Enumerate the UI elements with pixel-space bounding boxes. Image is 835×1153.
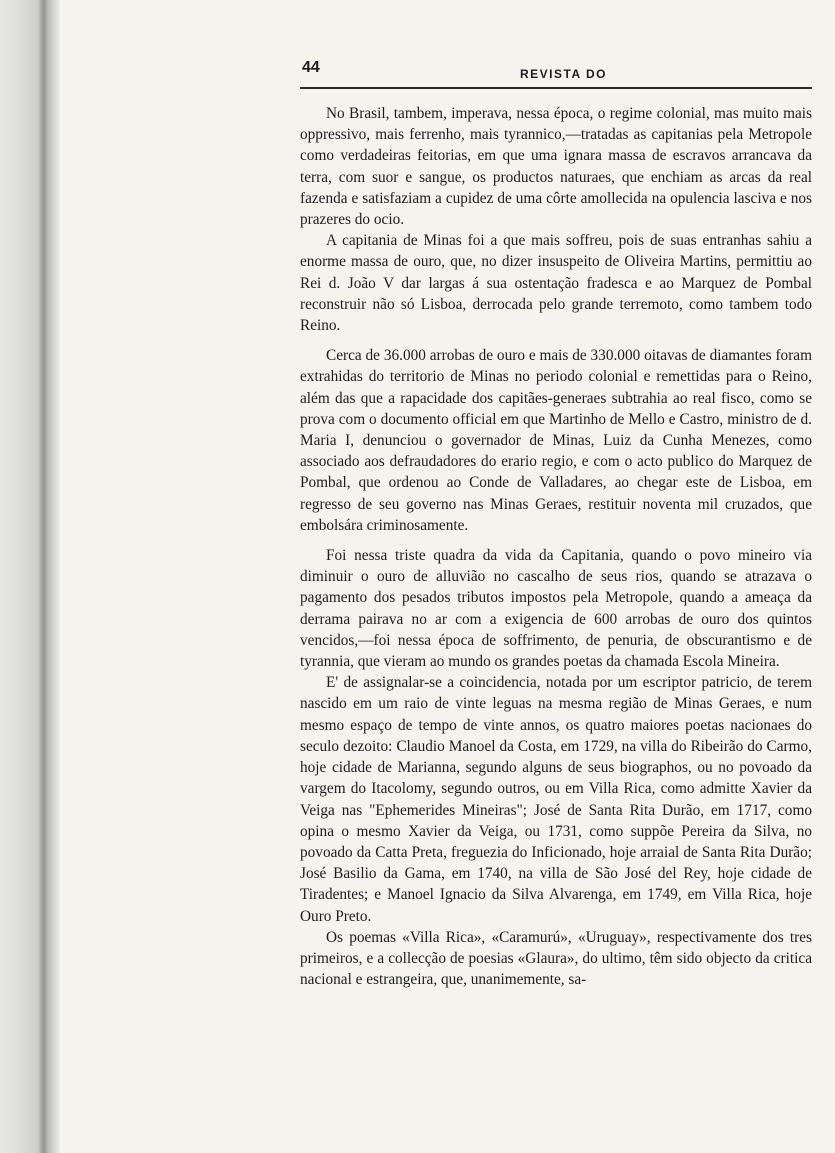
binding-shadow-line: [43, 0, 45, 1153]
paragraph: Cerca de 36.000 arrobas de ouro e mais de 330.000 oitavas de diamantes foram extrahidas do territorio de Minas no periodo colonial e remettidas para o Reino, além das que a rapacidade dos capitães-generaes subtrahia ao real fisco, como se prova com o documento official em que Martinho de Mello e Castro, ministro de d. Maria I, denunciou o governador de Minas, Luiz da Cunha Menezes, como associado aos defraudadores do erario regio, e com o acto publico do Marquez de Pombal, que ordenou ao Conde de Valladares, ao chegar este de Lisboa, em regresso de seu governo nas Minas Geraes, restituir noventa mil cruzados, que embolsára criminosamente.: [300, 347, 812, 534]
paragraph: E' de assignalar-se a coincidencia, notada por um escriptor patricio, de terem nascido em um raio de vinte leguas na mesma região de Minas Geraes, e num mesmo espaço de tempo de vinte annos, os quatro maiores poetas nacionaes do seculo dezoito: Claudio Manoel da Costa, em 1729, na villa do Ribeirão do Carmo, hoje cidade de Marianna, segundo alguns de seus biographos, ou no povoado da vargem do Itacolomy, segundo outros, ou em Villa Rica, como admitte Xavier da Veiga nas "Ephemerides Mineiras"; José de Santa Rita Durão, em 1717, como opina o mesmo Xavier da Veiga, ou 1731, como suppõe Pereira da Silva, no povoado da Catta Preta, freguezia do Inficionado, hoje arraial de Santa Rita Durão; José Basilio da Gama, em 1740, na villa de São José del Rey, hoje cidade de Tiradentes; e Manoel Ignacio da Silva Alvarenga, em 1749, em Villa Rica, hoje Ouro Preto.: [300, 674, 812, 925]
running-title: REVISTA DO: [520, 67, 608, 81]
paragraph: Os poemas «Villa Rica», «Caramurú», «Uruguay», respectivamente dos tres primeiros, e a collecção de poesias «Glaura», do ultimo, têm sido objecto da critica nacional e estrangeira, que, unanimemente, sa-: [300, 928, 812, 989]
paragraph: Foi nessa triste quadra da vida da Capitania, quando o povo mineiro via diminuir o ouro de alluvião no cascalho de seus rios, quando se atrazava o pagamento dos pesados tributos impostos pela Metropole, quando a ameaça da derrama pairava no ar com a exigencia de 600 arrobas de ouro dos quintos vencidos,—foi nessa época de soffrimento, de penuria, de obscurantismo e de tyrannia, que vieram ao mundo os grandes poetas da chamada Escola Mineira.: [300, 547, 812, 671]
document-page: [300, 55, 812, 990]
paragraph: No Brasil, tambem, imperava, nessa época, o regime colonial, mas muito mais oppressivo, mais ferrenho, mais tyrannico,—tratadas as capitanias pela Metropole como verdadeiras feitorias, em que uma ignara massa de escravos arrancava da terra, com suor e sangue, os productos naturaes, que enchiam as arcas da real fazenda e satisfaziam a cupidez de uma côrte amollecida na opulencia lasciva e nos prazeres do ocio.: [300, 105, 812, 229]
page-number: 44: [302, 59, 320, 76]
page-header: [300, 55, 812, 89]
paragraph: A capitania de Minas foi a que mais soffreu, pois de suas entranhas sahiu a enorme massa de ouro, que, no dizer insuspeito de Oliveira Martins, permittiu ao Rei d. João V dar largas á sua ostentação fradesca e ao Marquez de Pombal reconstruir não só Lisboa, derrocada pelo grande terremoto, como tambem todo Reino.: [300, 232, 812, 335]
book-binding-edge: [0, 0, 60, 1153]
body-text: [300, 103, 812, 990]
